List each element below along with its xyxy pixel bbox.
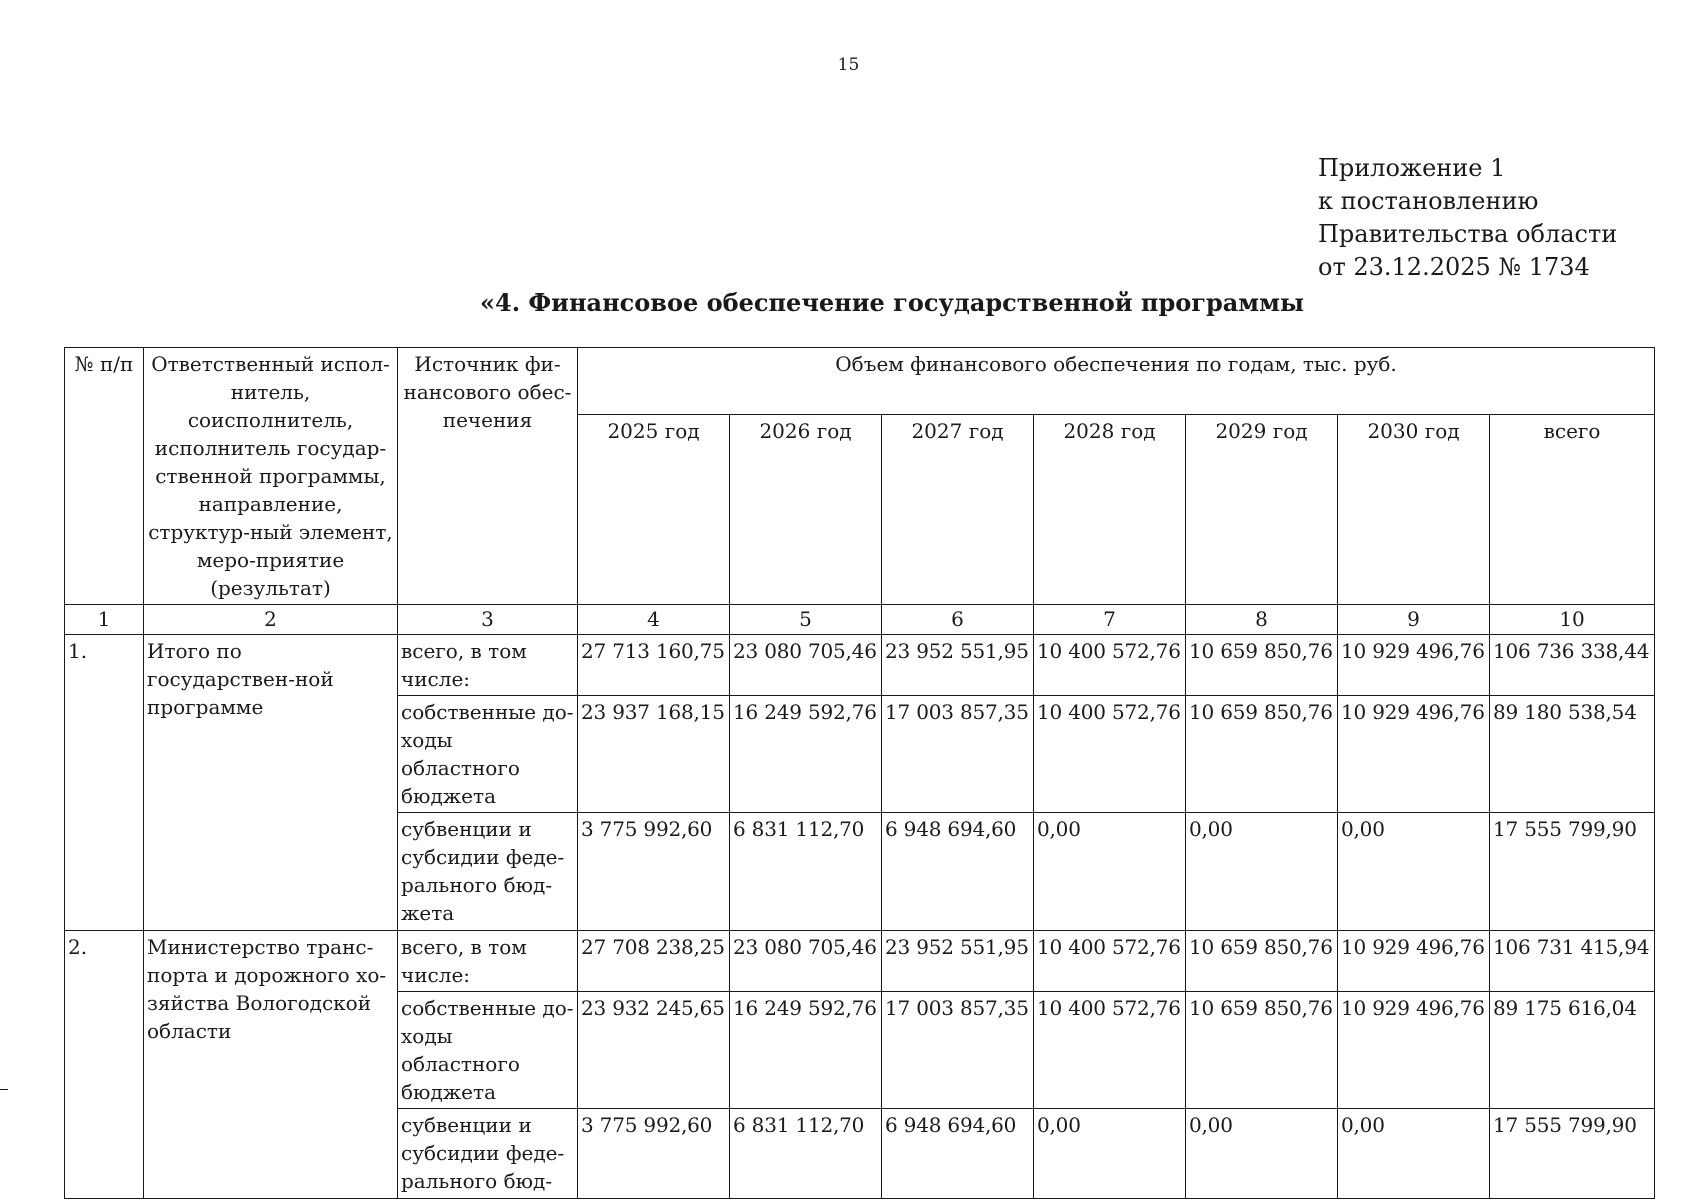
value-cell: 0,00 <box>1186 1109 1338 1199</box>
value-cell: 17 555 799,90 <box>1490 813 1655 931</box>
value-cell: 10 400 572,76 <box>1034 992 1186 1109</box>
value-cell: 16 249 592,76 <box>730 992 882 1109</box>
value-cell: 23 932 245,65 <box>578 992 730 1109</box>
header-executor: Ответственный испол-нитель, соисполнитель, исполнитель государ-ственной программы, направление, структур-ный элемент, меро-приятие (результат) <box>144 348 398 605</box>
column-number: 4 <box>578 605 730 635</box>
appendix-line: Правительства области <box>1318 220 1618 248</box>
value-cell: 89 175 616,04 <box>1490 992 1655 1109</box>
row-executor: Итого по государствен-ной программе <box>144 635 398 931</box>
value-cell: 23 937 168,15 <box>578 696 730 813</box>
value-cell: 10 659 850,76 <box>1186 992 1338 1109</box>
appendix-line: к постановлению <box>1318 187 1539 215</box>
header-year: 2030 год <box>1338 415 1490 605</box>
value-cell: 10 400 572,76 <box>1034 696 1186 813</box>
table-row <box>65 635 1655 696</box>
value-cell: 0,00 <box>1034 813 1186 931</box>
value-cell: 0,00 <box>1034 1109 1186 1199</box>
header-year: 2029 год <box>1186 415 1338 605</box>
column-number-row <box>65 605 1655 635</box>
column-number: 1 <box>65 605 144 635</box>
header-year: 2025 год <box>578 415 730 605</box>
section-title: «4. Финансовое обеспечение государственной программы <box>480 288 1305 317</box>
row-number: 2. <box>65 931 144 1199</box>
value-cell: 89 180 538,54 <box>1490 696 1655 813</box>
header-source: Источник фи-нансового обес-печения <box>398 348 578 605</box>
column-number: 10 <box>1490 605 1655 635</box>
column-number: 9 <box>1338 605 1490 635</box>
column-number: 6 <box>882 605 1034 635</box>
header-year: 2028 год <box>1034 415 1186 605</box>
value-cell: 106 736 338,44 <box>1490 635 1655 696</box>
value-cell: 10 929 496,76 <box>1338 635 1490 696</box>
value-cell: 17 003 857,35 <box>882 696 1034 813</box>
header-num: № п/п <box>65 348 144 605</box>
value-cell: 10 659 850,76 <box>1186 931 1338 992</box>
appendix-line: от 23.12.2025 № 1734 <box>1318 253 1590 281</box>
value-cell: 6 948 694,60 <box>882 1109 1034 1199</box>
header-year: 2026 год <box>730 415 882 605</box>
row-source: собственные до-ходы областного бюджета <box>398 992 578 1109</box>
value-cell: 0,00 <box>1338 1109 1490 1199</box>
value-cell: 10 929 496,76 <box>1338 992 1490 1109</box>
value-cell: 6 948 694,60 <box>882 813 1034 931</box>
value-cell: 17 003 857,35 <box>882 992 1034 1109</box>
row-source: всего, в том числе: <box>398 635 578 696</box>
financing-table <box>64 347 1655 1199</box>
row-number: 1. <box>65 635 144 931</box>
row-source: собственные до-ходы областного бюджета <box>398 696 578 813</box>
value-cell: 27 708 238,25 <box>578 931 730 992</box>
column-number: 3 <box>398 605 578 635</box>
value-cell: 10 400 572,76 <box>1034 931 1186 992</box>
column-number: 7 <box>1034 605 1186 635</box>
page-number: 15 <box>837 55 860 75</box>
value-cell: 17 555 799,90 <box>1490 1109 1655 1199</box>
value-cell: 23 080 705,46 <box>730 931 882 992</box>
appendix-line: Приложение 1 <box>1318 154 1506 182</box>
column-number: 2 <box>144 605 398 635</box>
value-cell: 10 659 850,76 <box>1186 635 1338 696</box>
header-year: 2027 год <box>882 415 1034 605</box>
row-source: субвенции и субсидии феде-рального бюд- <box>398 1109 578 1199</box>
value-cell: 0,00 <box>1186 813 1338 931</box>
value-cell: 10 929 496,76 <box>1338 931 1490 992</box>
value-cell: 23 952 551,95 <box>882 635 1034 696</box>
margin-mark <box>0 1089 8 1090</box>
value-cell: 3 775 992,60 <box>578 813 730 931</box>
table-row <box>65 931 1655 992</box>
value-cell: 16 249 592,76 <box>730 696 882 813</box>
value-cell: 0,00 <box>1338 813 1490 931</box>
value-cell: 27 713 160,75 <box>578 635 730 696</box>
column-number: 8 <box>1186 605 1338 635</box>
row-executor: Министерство транс-порта и дорожного хо-зяйства Вологодской области <box>144 931 398 1199</box>
value-cell: 10 400 572,76 <box>1034 635 1186 696</box>
row-source: субвенции и субсидии феде-рального бюд-жета <box>398 813 578 931</box>
appendix-reference <box>1318 152 1617 284</box>
value-cell: 6 831 112,70 <box>730 1109 882 1199</box>
header-total: всего <box>1490 415 1655 605</box>
value-cell: 23 080 705,46 <box>730 635 882 696</box>
value-cell: 6 831 112,70 <box>730 813 882 931</box>
value-cell: 10 929 496,76 <box>1338 696 1490 813</box>
value-cell: 10 659 850,76 <box>1186 696 1338 813</box>
value-cell: 23 952 551,95 <box>882 931 1034 992</box>
header-volume: Объем финансового обеспечения по годам, тыс. руб. <box>578 348 1655 415</box>
column-number: 5 <box>730 605 882 635</box>
value-cell: 3 775 992,60 <box>578 1109 730 1199</box>
value-cell: 106 731 415,94 <box>1490 931 1655 992</box>
row-source: всего, в том числе: <box>398 931 578 992</box>
